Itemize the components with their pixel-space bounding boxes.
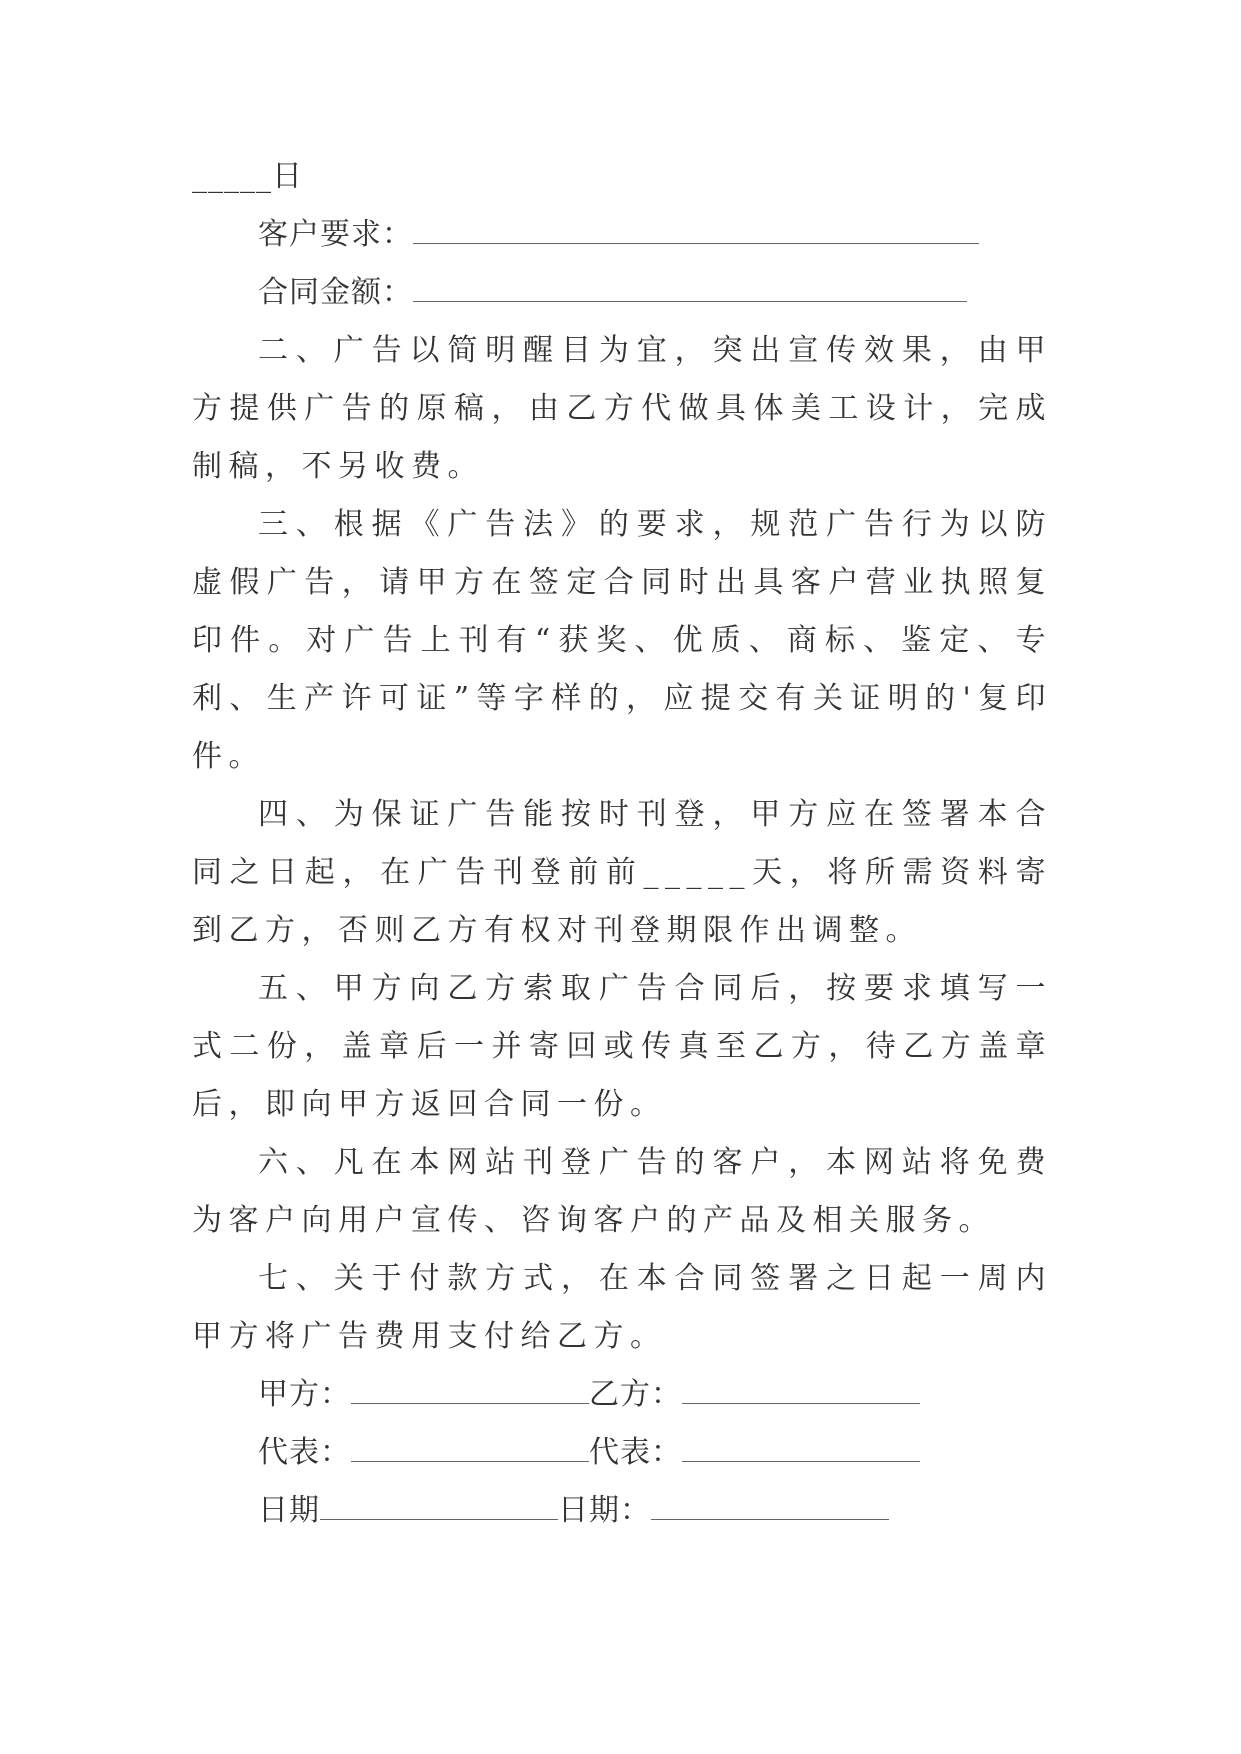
party-a-blank — [351, 1377, 589, 1404]
party-row — [192, 1366, 1052, 1424]
clause-7: 七、关于付款方式，在本合同签署之日起一周内甲方将广告费用支付给乙方。 — [192, 1261, 1052, 1354]
day-line — [192, 148, 1052, 206]
contract-amount-label: 合同金额： — [258, 275, 413, 310]
date-b-blank — [651, 1493, 889, 1520]
rep-b-blank — [682, 1435, 920, 1462]
clause-4: 四、为保证广告能按时刊登，甲方应在签署本合同之日起，在广告刊登前前_____天，将所需资料寄到乙方，否则乙方有权对刊登期限作出调整。 — [192, 797, 1052, 948]
customer-request-line — [192, 206, 1052, 264]
contract-amount-line — [192, 264, 1052, 322]
day-blank: _____ — [192, 159, 272, 194]
clause-2: 二、广告以简明醒目为宜，突出宣传效果，由甲方提供广告的原稿，由乙方代做具体美工设计，完成制稿，不另收费。 — [192, 333, 1052, 484]
day-suffix: 日 — [272, 159, 303, 194]
clause-6: 六、凡在本网站刊登广告的客户，本网站将免费为客户向用户宣传、咨询客户的产品及相关服务。 — [192, 1145, 1052, 1238]
party-b-blank — [682, 1377, 920, 1404]
party-b-label: 乙方： — [589, 1377, 682, 1412]
date-row — [192, 1482, 1052, 1540]
date-a-blank — [320, 1493, 558, 1520]
clause-5: 五、甲方向乙方索取广告合同后，按要求填写一式二份，盖章后一并寄回或传真至乙方，待乙方盖章后，即向甲方返回合同一份。 — [192, 971, 1052, 1122]
customer-request-blank — [413, 217, 979, 244]
contract-amount-blank — [413, 275, 967, 302]
party-a-label: 甲方： — [258, 1377, 351, 1412]
rep-a-blank — [351, 1435, 589, 1462]
representative-row — [192, 1424, 1052, 1482]
clause-3: 三、根据《广告法》的要求，规范广告行为以防虚假广告，请甲方在签定合同时出具客户营业执照复印件。对广告上刊有“获奖、优质、商标、鉴定、专利、生产许可证”等字样的，应提交有关证明的'复印件。 — [192, 507, 1052, 774]
date-a-label: 日期 — [258, 1493, 320, 1528]
rep-a-label: 代表： — [258, 1435, 351, 1470]
customer-request-label: 客户要求： — [258, 217, 413, 252]
rep-b-label: 代表： — [589, 1435, 682, 1470]
date-b-label: 日期： — [558, 1493, 651, 1528]
contract-body — [192, 148, 1052, 1540]
